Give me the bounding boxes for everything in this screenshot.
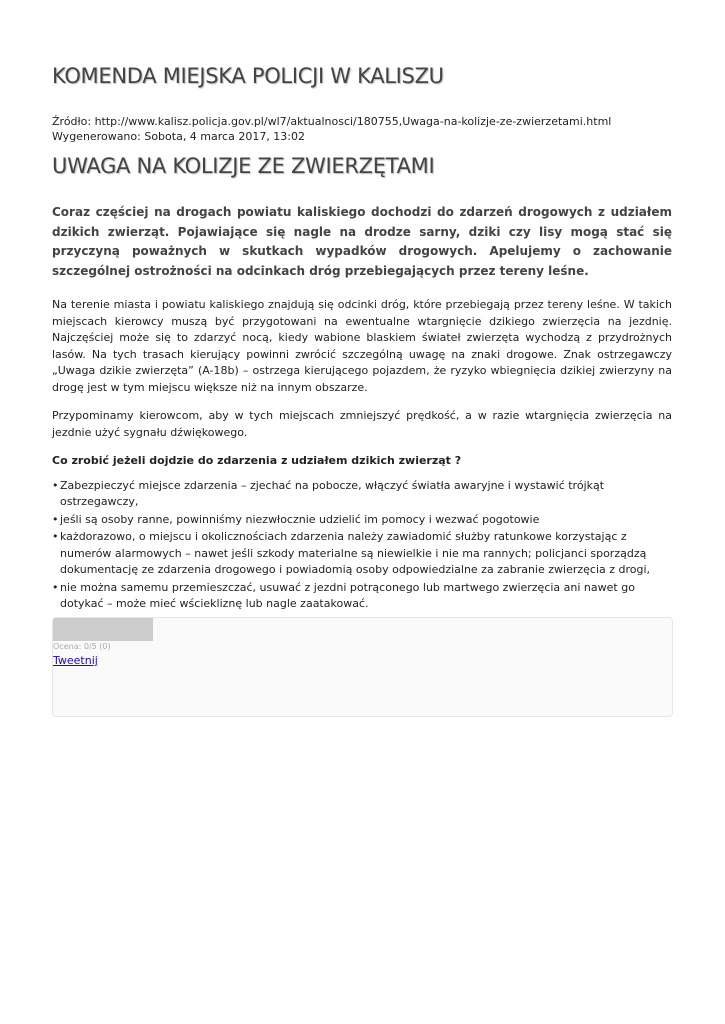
rating-stars[interactable] <box>53 618 153 641</box>
subheading: Co zrobić jeżeli dojdzie do zdarzenia z udziałem dzikich zwierząt ? <box>52 454 462 467</box>
list-item: • jeśli są osoby ranne, powinniśmy niezwłocznie udzielić im pomocy i wezwać pogotowie <box>52 512 672 529</box>
source-line: Źródło: http://www.kalisz.policja.gov.pl/wl7/aktualnosci/180755,Uwaga-na-kolizje-ze-zwierzetami.html <box>52 115 612 128</box>
site-title: KOMENDA MIEJSKA POLICJI W KALISZU <box>52 64 444 88</box>
tweet-link[interactable]: Tweetnij <box>53 654 98 667</box>
instructions-list <box>52 478 672 613</box>
paragraph: Na terenie miasta i powiatu kaliskiego znajdują się odcinki dróg, które przebiegają przez tereny leśne. W takich miejscach kierowcy muszą być przygotowani na ewentualne wtargnięcie dzikiego zwierzęcia na jezdnię. Najczęściej może się to zdarzyć nocą, kiedy wabione blaskiem świateł zwierzęta wychodzą z przydrożnych lasów. Na tych trasach kierujący powinni zwrócić szczególną uwagę na znaki drogowe. Znak ostrzegawczy „Uwaga dzikie zwierzęta” (A-18b) – ostrzega kierującego pojazdem, że ryzyko wbiegnięcia dzikiej zwierzyny na drogę jest w tym miejscu większe niż na innym obszarze. <box>52 298 672 394</box>
list-item: • Zabezpieczyć miejsce zdarzenia – zjechać na pobocze, włączyć światła awaryjne i wystawić trójkąt ostrzegawczy, <box>52 478 672 511</box>
generated-line: Wygenerowano: Sobota, 4 marca 2017, 13:02 <box>52 130 306 143</box>
article-body <box>52 297 672 614</box>
document-meta <box>52 114 611 144</box>
list-item: • każdorazowo, o miejscu i okolicznościach zdarzenia należy zawiadomić służby ratunkowe korzystając z numerów alarmowych – nawet jeśli szkody materialne są niewielkie i nie ma rannych; policjanci sporządzą dokumentację ze zdarzenia drogowego i powiadomią osoby odpowiedzialne za zabranie zwierzęcia z drogi, <box>52 529 672 579</box>
article-lead: Coraz częściej na drogach powiatu kaliskiego dochodzi do zdarzeń drogowych z udziałem dzikich zwierząt. Pojawiające się nagle na drodze sarny, dziki czy lisy mogą stać się przyczyną poważnych w skutkach wypadków drogowych. Apelujemy o zachowanie szczególnej ostrożności na odcinkach dróg przebiegających przez tereny leśne. <box>52 205 672 278</box>
rating-label: Ocena: 0/5 (0) <box>53 642 111 651</box>
list-item: • nie można samemu przemieszczać, usuwać z jezdni potrąconego lub martwego zwierzęcia ani nawet go dotykać – może mieć wściekliznę lub nagle zaatakować. <box>52 580 672 613</box>
rating-box <box>52 617 673 717</box>
paragraph: Przypominamy kierowcom, aby w tych miejscach zmniejszyć prędkość, a w razie wtargnięcia zwierzęcia na jezdnie użyć sygnału dźwiękowego. <box>52 409 672 439</box>
article-title: UWAGA NA KOLIZJE ZE ZWIERZĘTAMI <box>52 154 435 178</box>
